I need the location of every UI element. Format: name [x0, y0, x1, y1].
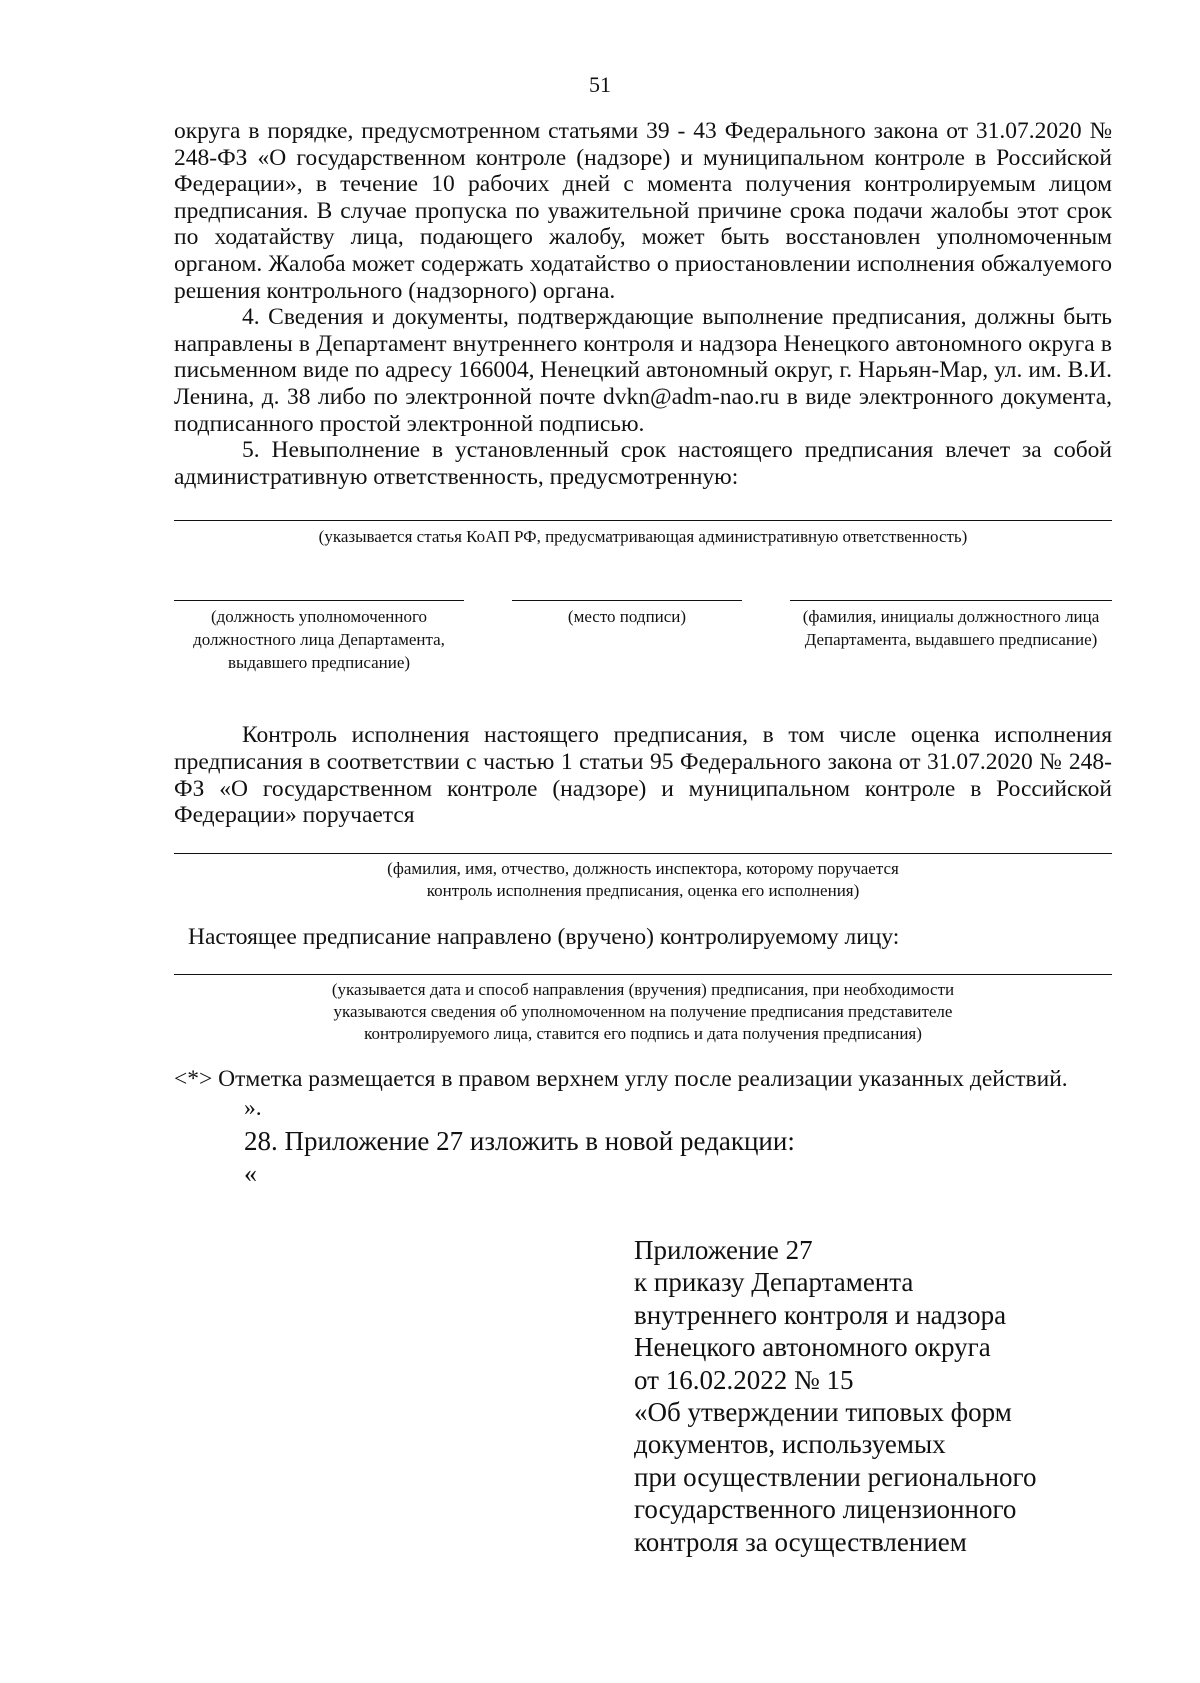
signature-name-line: [790, 600, 1112, 601]
signature-position-column: [174, 600, 464, 674]
signature-block: [174, 600, 1112, 710]
appendix-line: к приказу Департамента: [634, 1267, 914, 1298]
caption-koap-article: (указывается статья КоАП РФ, предусматривающая административную ответственность): [318, 527, 968, 547]
footnote-mark: <*> Отметка размещается в правом верхнем углу после реализации указанных действий.: [174, 1066, 1068, 1093]
caption-inspector-line-2: контроль исполнения предписания, оценка его исполнения): [426, 880, 860, 900]
appendix-line: внутреннего контроля и надзора: [634, 1299, 1007, 1330]
appendix-line: Ненецкого автономного округа: [634, 1332, 991, 1363]
signature-name-column: [790, 600, 1112, 651]
paragraph-control-assignment: Контроль исполнения настоящего предписания, в том числе оценка исполнения предписания в соответствии с частью 1 статьи 95 Федерального закона от 31.07.2020 № 248-ФЗ «О государственном контроле (надзоре) и муниципальном контроле в Российской Федерации» поручается: [174, 722, 1112, 829]
signature-place-line: [512, 600, 742, 601]
delivery-line: [174, 974, 1112, 975]
caption-delivery-line-1: (указывается дата и способ направления (вручения) предписания, при необходимости: [331, 980, 955, 1000]
caption-delivery-line-2: указываются сведения об уполномоченном на получение предписания представителе: [333, 1002, 953, 1022]
inspector-line: [174, 853, 1112, 854]
document-body: [174, 118, 1112, 1189]
paragraph-5-liability: 5. Невыполнение в установленный срок настоящего предписания влечет за собой административную ответственность, предусмотренную:: [174, 437, 1112, 490]
caption-inspector-line-1: (фамилия, имя, отчество, должность инспектора, которому поручается: [387, 858, 899, 878]
caption-delivery-line-3: контролируемого лица, ставится его подпись и дата получения предписания): [364, 1024, 922, 1044]
koap-article-line: [174, 520, 1112, 521]
appendix-line: от 16.02.2022 № 15: [634, 1364, 854, 1395]
appendix-line: Приложение 27: [634, 1235, 813, 1265]
appendix-line: государственного лицензионного: [634, 1494, 1017, 1525]
paragraph-4-documents: 4. Сведения и документы, подтверждающие выполнение предписания, должны быть направлены в Департамент внутреннего контроля и надзора Ненецкого автономного округа в письменном виде по адресу 166004, Ненецкий автономный округ, г. Нарьян-Мар, ул. им. В.И. Ленина, д. 38 либо по электронной почте dvkn@adm-nao.ru в виде электронного документа, подписанного простой электронной подписью.: [174, 304, 1112, 437]
paragraph-complaint-procedure: округа в порядке, предусмотренном статьями 39 - 43 Федерального закона от 31.07.2020 № 248-ФЗ «О государственном контроле (надзоре) и муниципальном контроле в Российской Федерации», в течение 10 рабочих дней с момента получения контролируемым лицом предписания. В случае пропуска по уважительной причине срока подачи жалобы этот срок по ходатайству лица, подающего жалобу, может быть восстановлен уполномоченным органом. Жалоба может содержать ходатайство о приостановлении исполнения обжалуемого решения контрольного (надзорного) органа.: [174, 118, 1112, 304]
signature-position-line: [174, 600, 464, 601]
item-28: 28. Приложение 27 изложить в новой редакции:: [244, 1126, 795, 1157]
closing-quote: ».: [244, 1095, 262, 1122]
signature-place-column: [512, 600, 742, 628]
caption-signature-place: (место подписи): [567, 607, 687, 627]
appendix-line: при осуществлении регионального: [634, 1461, 1037, 1492]
caption-inspector: [174, 858, 1112, 902]
appendix-line: документов, используемых: [634, 1429, 946, 1460]
appendix-heading: [634, 1234, 1114, 1558]
opening-quote: «: [244, 1159, 257, 1189]
caption-signature-position: (должность уполномоченного должностного лица Департамента, выдавшего предписание): [193, 607, 445, 673]
paragraph-delivered: Настоящее предписание направлено (вручено) контролируемому лицу:: [188, 923, 900, 950]
closing-block: [174, 1065, 1112, 1189]
page-number: 51: [589, 72, 611, 97]
appendix-line: «Об утверждении типовых форм: [634, 1397, 1012, 1428]
caption-signature-name: (фамилия, инициалы должностного лица Департамента, выдавшего предписание): [802, 607, 1100, 650]
appendix-line: контроля за осуществлением: [634, 1526, 967, 1557]
caption-delivery: [174, 979, 1112, 1045]
